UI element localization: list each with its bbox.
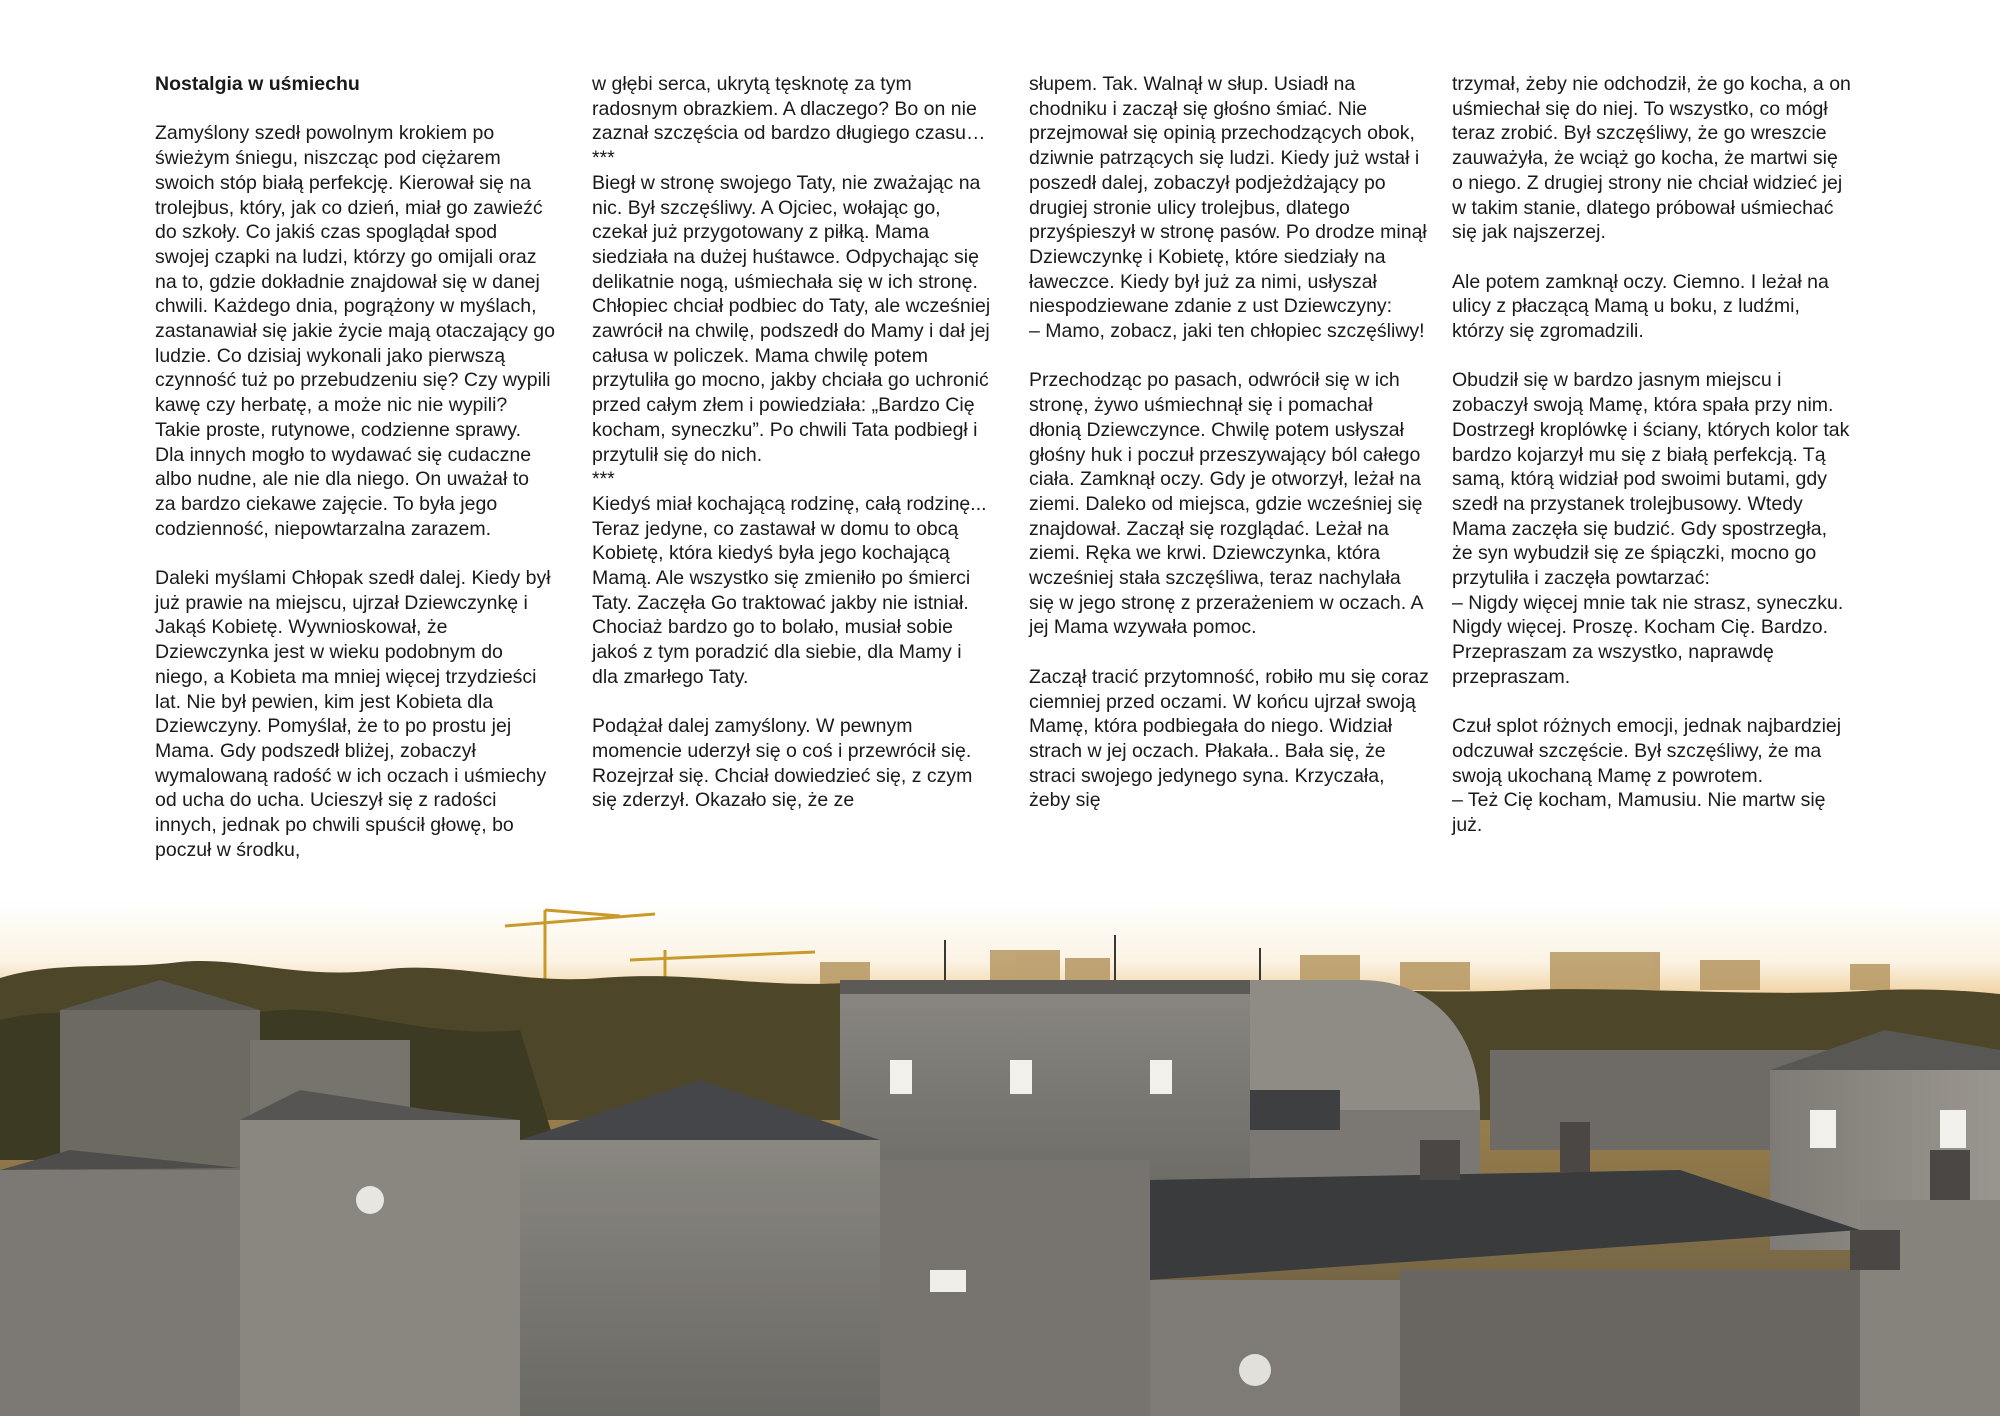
paragraph: Zaczął tracić przytomność, robiło mu się coraz ciemniej przed oczami. W końcu ujrzał swoją Mamę, która podbiegała do niego. Widział strach w jej oczach. Płakała.. Bała się, że straci swojego jedynego syna. Krzyczała, żeby się [1029, 665, 1429, 812]
paragraph: Daleki myślami Chłopak szedł dalej. Kiedy był już prawie na miejscu, ujrzał Dziewczynkę i Jakąś Kobietę. Wywnioskował, że Dziewczynka jest w wieku podobnym do niego, a Kobieta ma mniej więcej trzydzieści lat. Nie był pewien, kim jest Kobieta dla Dziewczyny. Pomyślał, że to po prostu jej Mama. Gdy podszedł bliżej, zobaczył wymalowaną radość w ich oczach i uśmiechy od ucha do ucha. Ucieszył się z radości innych, jednak po chwili spuścił głowę, bo poczuł w środku, [155, 567, 551, 861]
paragraph: Przechodząc po pasach, odwrócił się w ich stronę, żywo uśmiechnął się i pomachał dłonią Dziewczynce. Chwilę potem usłyszał głośny huk i poczuł przeszywający ból całego ciała. Zamknął oczy. Gdy je otworzył, leżał na ziemi. Daleko od miejsca, gdzie wcześniej się znajdował. Zaczął się rozglądać. Leżał na ziemi. Ręka we krwi. Dziewczynka, która wcześniej stała szczęśliwa, teraz nachylała się w jego stronę z przerażeniem w oczach. A jej Mama wzywała pomoc. [1029, 369, 1423, 639]
paragraph: Obudził się w bardzo jasnym miejscu i zobaczył swoją Mamę, która spała przy nim. Dostrzegł kroplówkę i ściany, których kolor tak bardzo kojarzył mu się z białą perfekcją. Tą samą, którą widział pod swoimi butami, gdy szedł na przystanek trolejbusowy. Wtedy Mama zaczęła się budzić. Gdy spostrzegła, że syn wybudził się ze śpiączki, mocno go przytuliła i zaczęła powtarzać: [1452, 369, 1850, 590]
paragraph: słupem. Tak. Walnął w słup. Usiadł na chodniku i zaczął się głośno śmiać. Nie przejmował się opinią przechodzących obok, dziwnie patrzących się ludzi. Kiedy już wstał i poszedł dalej, zobaczył podjeżdżający po drugiej stronie ulicy trolejbus, dlatego przyśpieszył w stronę pasów. Po drodze minął Dziewczynkę i Kobietę, które siedziały na ławeczce. Kiedy był już za nimi, usłyszał niespodziewane zdanie z ust Dziewczyny: [1029, 73, 1427, 318]
article-title: Nostalgia w uśmiechu [155, 73, 360, 95]
section-separator: *** [592, 468, 615, 491]
paragraph: Podążał dalej zamyślony. W pewnym momencie uderzył się o coś i przewrócił się. Rozejrzał się. Chciał dowiedzieć się, z czym się zderzył. Okazało się, że ze [592, 715, 973, 812]
paragraph: Kiedyś miał kochającą rodzinę, całą rodzinę... Teraz jedyne, co zastawał w domu to obcą Kobietę, która kiedyś była jego kochającą Mamą. Ale wszystko się zmieniło po śmierci Taty. Zaczęła Go traktować jakby nie istniał. Chociaż bardzo go to bolało, musiał sobie jakoś z tym poradzić dla siebie, dla Mamy i dla zmarłego Taty. [592, 492, 987, 688]
paragraph: Zamyślony szedł powolnym krokiem po świeżym śniegu, niszcząc pod ciężarem swoich stóp białą perfekcję. Kierował się na trolejbus, który, jak co dzień, miał go zawieźć do szkoły. Co jakiś czas spoglądał spod swojej czapki na ludzi, którzy go omijali oraz na to, gdzie dokładnie znajdował się w danej chwili. Każdego dnia, pogrążony w myślach, zastanawiał się jakie życie mają otaczający go ludzie. Co dzisiaj wykonali jako pierwszą czynność tuż po przebudzeniu się? Czy wypili kawę czy herbatę, a może nic nie wypili? Takie proste, rutynowe, codzienne sprawy. Dla innych mogło to wydawać się cudaczne albo nudne, ale nie dla niego. On uważał to za bardzo ciekawe zajęcie. To była jego codzienność, niepowtarzalna zarazem. [155, 122, 555, 540]
section-separator: *** [592, 147, 615, 170]
article-column-2 [592, 72, 992, 838]
dialogue-line: – Mamo, zobacz, jaki ten chłopiec szczęśliwy! [1029, 320, 1425, 343]
paragraph: Biegł w stronę swojego Taty, nie zważając na nic. Był szczęśliwy. A Ojciec, wołając go, czekał już przygotowany z piłką. Mama siedziała na dużej huśtawce. Odpychając się delikatnie nogą, uśmiechała się w ich stronę. Chłopiec chciał podbiec do Taty, ale wcześniej zawrócił na chwilę, podszedł do Mamy i dał jej całusa w policzek. Mama chwilę potem przytuliła go mocno, jakby chciała go uchronić przed całym złem i powiedziała: „Bardzo Cię kocham, syneczku”. Po chwili Tata podbiegł i przytulił się do nich. [592, 171, 991, 466]
dialogue-line: – Nigdy więcej mnie tak nie strasz, syneczku. Nigdy więcej. Proszę. Kocham Cię. Bardzo. Przepraszam za wszystko, naprawdę przepraszam. [1452, 591, 1844, 688]
dialogue-line: – Też Cię kocham, Mamusiu. Nie martw się już. [1452, 789, 1826, 837]
paragraph: trzymał, żeby nie odchodził, że go kocha, a on uśmiechał się do niej. To wszystko, co mógł teraz zrobić. Był szczęśliwy, że go wreszcie zauważyła, że wciąż go kocha, że martwi się o niego. Z drugiej strony nie chciał widzieć jej w takim stanie, dlatego próbował uśmiechać się jak najszerzej. [1452, 73, 1851, 244]
paragraph: w głębi serca, ukrytą tęsknotę za tym radosnym obrazkiem. A dlaczego? Bo on nie zaznał szczęścia od bardzo długiego czasu… [592, 73, 986, 145]
paragraph: Czuł splot różnych emocji, jednak najbardziej odczuwał szczęście. Był szczęśliwy, że ma swoją ukochaną Mamę z powrotem. [1452, 715, 1842, 787]
article-column-1 [155, 72, 555, 887]
article-column-4 [1452, 72, 1852, 838]
photo-illustration [0, 900, 2000, 1416]
paragraph: Ale potem zamknął oczy. Ciemno. I leżał na ulicy z płaczącą Mamą u boku, z ludźmi, którzy się zgromadzili. [1452, 270, 1829, 343]
rooftops-sunset-photo [0, 900, 2000, 1416]
article-column-3 [1029, 72, 1429, 838]
